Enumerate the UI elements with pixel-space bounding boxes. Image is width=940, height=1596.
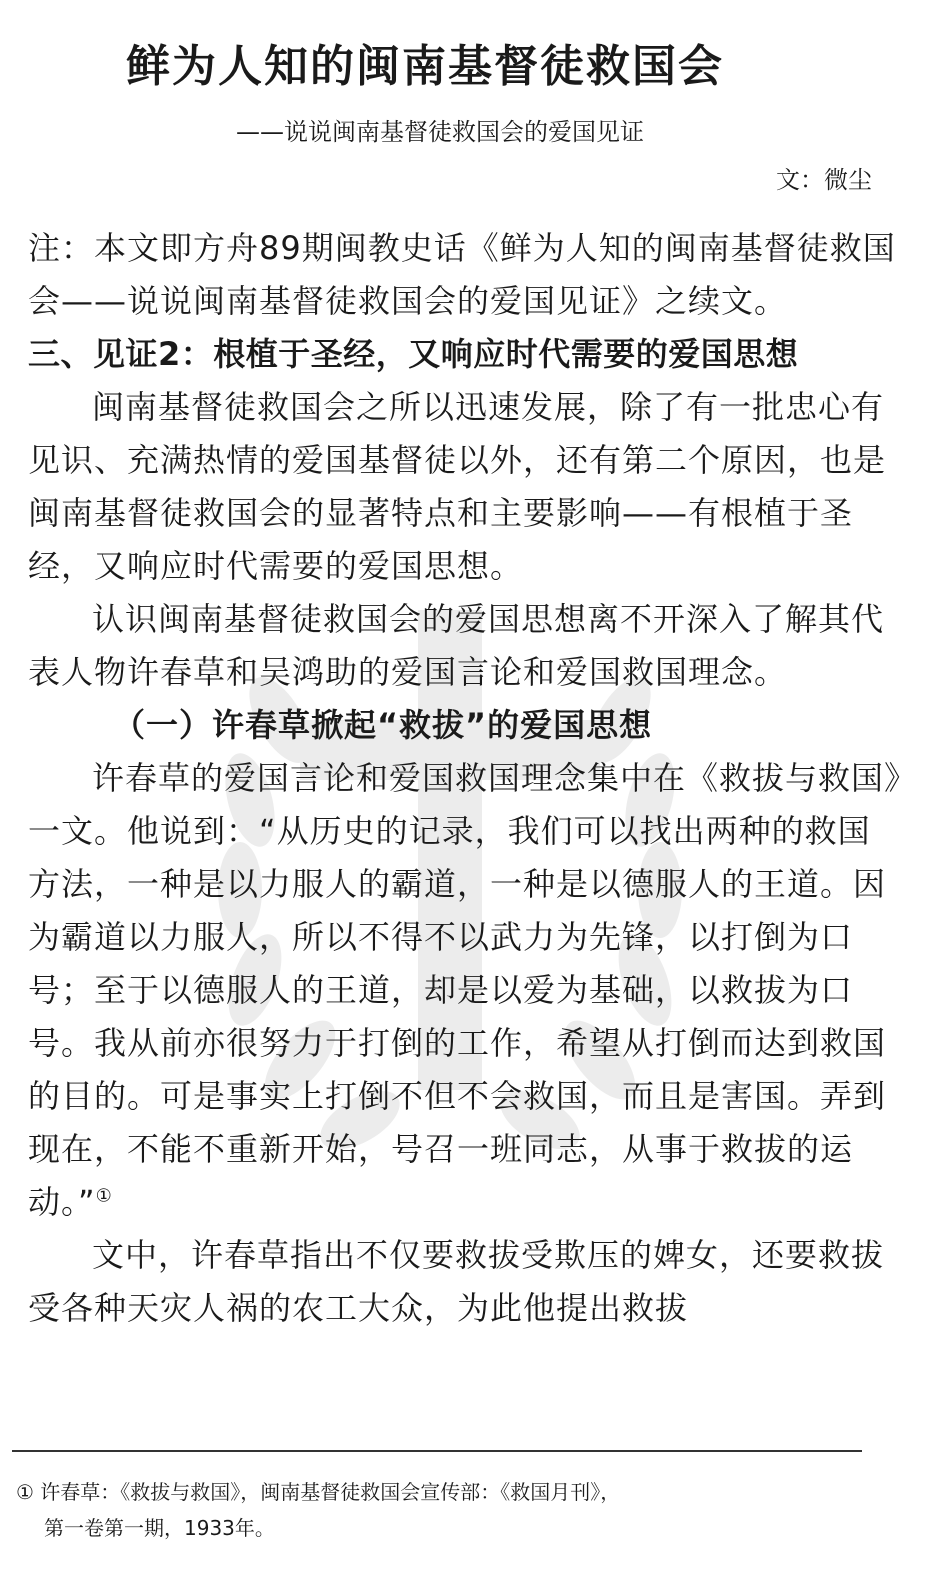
article-subtitle: ——说说闽南基督徒救国会的爱国见证 (236, 118, 644, 146)
paragraph: 认识闽南基督徒救国会的爱国思想离不开深入了解其代表人物许春草和吴鸿助的爱国言论和爱国救国理念。 (28, 600, 885, 691)
article-title: 鲜为人知的闽南基督徒救国会 (126, 41, 724, 92)
editor-note: 注：本文即方舟89期闽教史话《鲜为人知的闽南基督徒救国会——说说闽南基督徒救国会的爱国见证》之续文。 (28, 229, 896, 320)
paragraph: 闽南基督徒救国会之所以迅速发展，除了有一批忠心有见识、充满热情的爱国基督徒以外，还有第二个原因，也是闽南基督徒救国会的显著特点和主要影响——有根植于圣经，又响应时代需要的爱国思想。 (28, 388, 887, 585)
section-heading: 三、见证2：根植于圣经，又响应时代需要的爱国思想 (28, 335, 799, 373)
subsection-heading: （一）许春草掀起“救拔”的爱国思想 (113, 706, 653, 744)
footnote-line: ① 许春草：《救拔与救国》，闽南基督徒救国会宣传部：《救国月刊》， (16, 1480, 621, 1504)
paragraph: 文中，许春草指出不仅要救拔受欺压的婢女，还要救拔受各种天灾人祸的农工大众，为此他提出救拔 (28, 1236, 885, 1327)
footnote (16, 1474, 896, 1546)
footnote-reference[interactable]: ① (95, 1185, 113, 1207)
quote-text: 许春草的爱国言论和爱国救国理念集中在《救拔与救国》一文。他说到：“从历史的记录，我们可以找出两种的救国方法，一种是以力服人的霸道，一种是以德服人的王道。因为霸道以力服人，所以不得不以武力为先锋，以打倒为口号；至于以德服人的王道，却是以爱为基础，以救拔为口号。我从前亦很努力于打倒的工作，希望从打倒而达到救国的目的。可是事实上打倒不但不会救国，而且是害国。弄到现在，不能不重新开始，号召一班同志，从事于救拔的运动。” (28, 759, 902, 1221)
footnote-line: 第一卷第一期，1933年。 (44, 1516, 275, 1540)
author-line: 文：微尘 (776, 166, 872, 194)
paragraph (28, 752, 903, 1229)
article-body (28, 222, 903, 1335)
footnote-divider (12, 1450, 862, 1452)
